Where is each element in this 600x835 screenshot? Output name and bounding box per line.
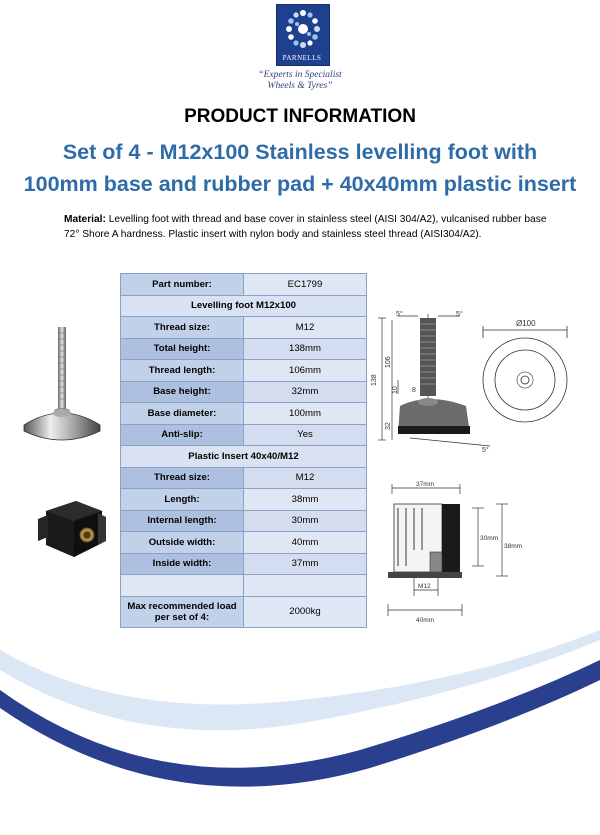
table-row [121,295,367,317]
spec-table [120,273,367,628]
logo-brand-name: PARNELLS [282,54,322,62]
spec-label: Base diameter: [121,403,244,425]
table-row [121,317,367,339]
dim-b: 8 [412,387,416,394]
dim-total-height: 138 [371,374,378,386]
spec-value: 37mm [244,553,367,575]
levelling-foot-photo [18,325,108,450]
logo-dots-icon [277,5,329,55]
spec-label: Base height: [121,381,244,403]
spec-value: 100mm [244,403,367,425]
dim-insert-top-width: 37mm [416,481,435,488]
spec-label: Internal length: [121,510,244,532]
logo-tagline-line1: “Experts in Specialist [258,70,342,80]
spec-value: 32mm [244,381,367,403]
spec-value: 38mm [244,489,367,511]
spec-label: Total height: [121,338,244,360]
dim-insert-outer-height: 38mm [504,543,523,550]
spec-value: M12 [244,317,367,339]
dim-insert-inner-height: 30mm [480,535,499,542]
spec-value: 138mm [244,338,367,360]
table-row [121,553,367,575]
material-text: Levelling foot with thread and base cover in stainless steel (AISI 304/A2), vulcanised rubber base 72° Shore A hardness. Plastic insert with nylon body and stainless steel thread (AISI304/A2). [64,214,547,240]
page-heading: PRODUCT INFORMATION [184,106,416,127]
product-title-line2: 100mm base and rubber pad + 40x40mm plastic insert [23,172,577,196]
dim-insert-bottom-width: 40mm [416,617,435,624]
section-levelling-foot: Levelling foot M12x100 [121,295,367,317]
spec-label: Thread size: [121,317,244,339]
material-label: Material: [64,214,106,225]
spec-value: M12 [244,467,367,489]
product-title-line1: Set of 4 - M12x100 Stainless levelling foot with [62,140,538,164]
decorative-wave-footer [0,590,600,835]
dim-a: 10 [392,386,399,394]
part-number-label: Part number: [121,274,244,296]
part-number-value: EC1799 [244,274,367,296]
max-load-label-line1: Max recommended load [127,600,237,612]
dim-thread-length: 106 [385,356,392,368]
max-load-label-line2: per set of 4: [154,611,210,623]
spec-value: 30mm [244,510,367,532]
levelling-foot-drawing [370,308,580,458]
spec-label: Thread length: [121,360,244,382]
table-row [121,510,367,532]
table-row [121,360,367,382]
table-row [121,446,367,468]
spec-value: Yes [244,424,367,446]
section-plastic-insert: Plastic Insert 40x40/M12 [121,446,367,468]
spec-value: 106mm [244,360,367,382]
table-row [121,532,367,554]
dim-diameter: Ø100 [516,319,536,328]
spec-label: Inside width: [121,553,244,575]
spec-label: Outside width: [121,532,244,554]
table-row [121,424,367,446]
material-description [64,212,564,242]
table-row [121,274,367,296]
dim-angle-left: 5° [396,311,403,318]
table-row [121,489,367,511]
table-row [121,467,367,489]
table-row [121,338,367,360]
spec-label: Anti-slip: [121,424,244,446]
spec-label: Thread size: [121,467,244,489]
plastic-insert-photo [36,497,108,563]
table-row [121,403,367,425]
dim-base-height: 32 [385,422,392,430]
max-load-value: 2000kg [244,596,367,627]
dim-angle-bottom: 5° [482,447,489,454]
logo-tagline-line2: Wheels & Tyres” [267,81,333,91]
spec-value: 40mm [244,532,367,554]
dim-angle-right: 5° [456,311,463,318]
spec-label: Length: [121,489,244,511]
table-row [121,381,367,403]
dim-insert-thread: M12 [418,583,431,590]
